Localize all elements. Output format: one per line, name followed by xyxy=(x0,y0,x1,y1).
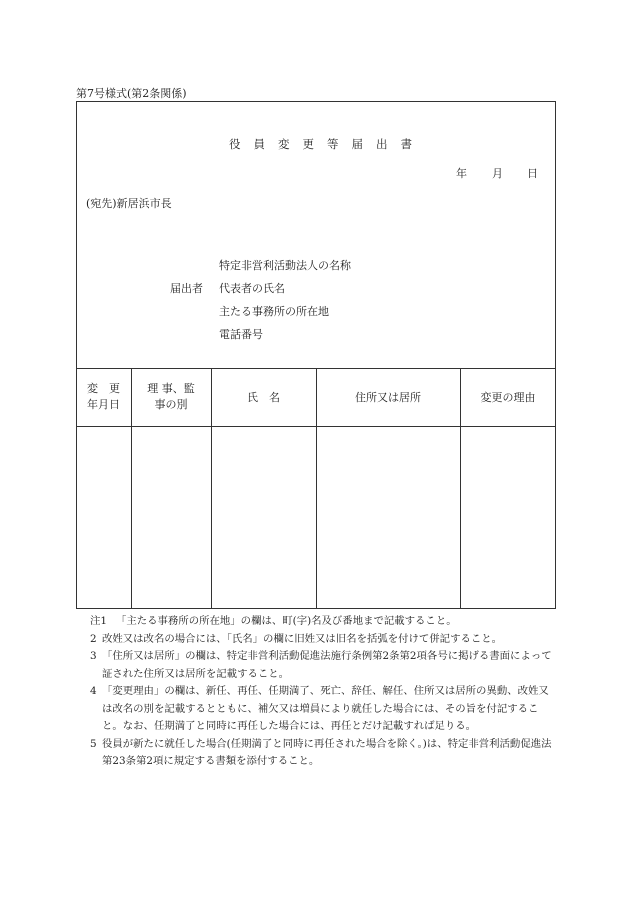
date-year: 年 xyxy=(456,167,467,180)
note-5-text: 役員が新たに就任した場合(任期満了と同時に再任された場合を除く。)は、特定非営利活動促進法第23条第2項に規定する書類を添付すること。 xyxy=(102,737,552,767)
header-reason-text: 変更の理由 xyxy=(480,391,536,404)
header-name-text: 氏 名 xyxy=(247,391,280,404)
field-office-location: 主たる事務所の所在地 xyxy=(219,305,329,318)
date-day: 日 xyxy=(527,167,538,180)
note-4 xyxy=(76,683,556,736)
applicant-label: 届出者 xyxy=(170,282,203,295)
header-address xyxy=(316,390,460,406)
field-org-name: 特定非営利活動法人の名称 xyxy=(219,259,351,272)
header-change-date xyxy=(76,381,131,413)
note-5-number: 5 xyxy=(90,737,97,750)
header-address-text: 住所又は居所 xyxy=(355,391,421,404)
header-officer-type-line1: 理 事、監 xyxy=(147,382,195,395)
note-2 xyxy=(76,631,556,649)
header-officer-type xyxy=(131,381,211,413)
notes-section xyxy=(76,613,556,771)
note-1-text: 「主たる事務所の所在地」の欄は、町(字)名及び番地まで記載すること。 xyxy=(116,615,457,627)
note-4-text: 「変更理由」の欄は、新任、再任、任期満了、死亡、辞任、解任、住所又は居所の異動、改姓又は改名の別を記載するとともに、補欠又は増員により就任した場合には、その旨を付記すること。なお、任期満了と同時に再任した場合には、再任とだけ記載すれば足りる。 xyxy=(102,685,549,732)
note-3-text: 「住所又は居所」の欄は、特定非営利活動促進法施行条例第2条第2項各号に掲げる書面によって証された住所又は居所を記載すること。 xyxy=(102,650,552,680)
document-title: 役員変更等届出書 xyxy=(229,137,425,151)
header-change-date-line1: 変 更 xyxy=(87,382,120,395)
header-name xyxy=(211,390,316,406)
form-reference: 第7号様式(第2条関係) xyxy=(76,87,187,100)
note-3 xyxy=(76,648,556,683)
header-officer-type-line2: 事の別 xyxy=(154,398,188,411)
note-1 xyxy=(76,613,556,631)
note-4-number: 4 xyxy=(90,685,97,697)
note-1-number: 注1 xyxy=(90,615,108,627)
note-2-number: 2 xyxy=(90,632,97,645)
addressee: (宛先)新居浜市長 xyxy=(86,197,172,210)
header-reason xyxy=(460,390,556,406)
note-3-number: 3 xyxy=(90,650,97,662)
note-5 xyxy=(76,736,556,771)
date-month: 月 xyxy=(492,167,503,180)
note-2-text: 改姓又は改名の場合には、「氏名」の欄に旧姓又は旧名を括弧を付けて併記すること。 xyxy=(102,632,503,645)
field-phone-number: 電話番号 xyxy=(219,328,263,341)
header-change-date-line2: 年月日 xyxy=(87,398,120,411)
field-representative-name: 代表者の氏名 xyxy=(219,282,285,295)
